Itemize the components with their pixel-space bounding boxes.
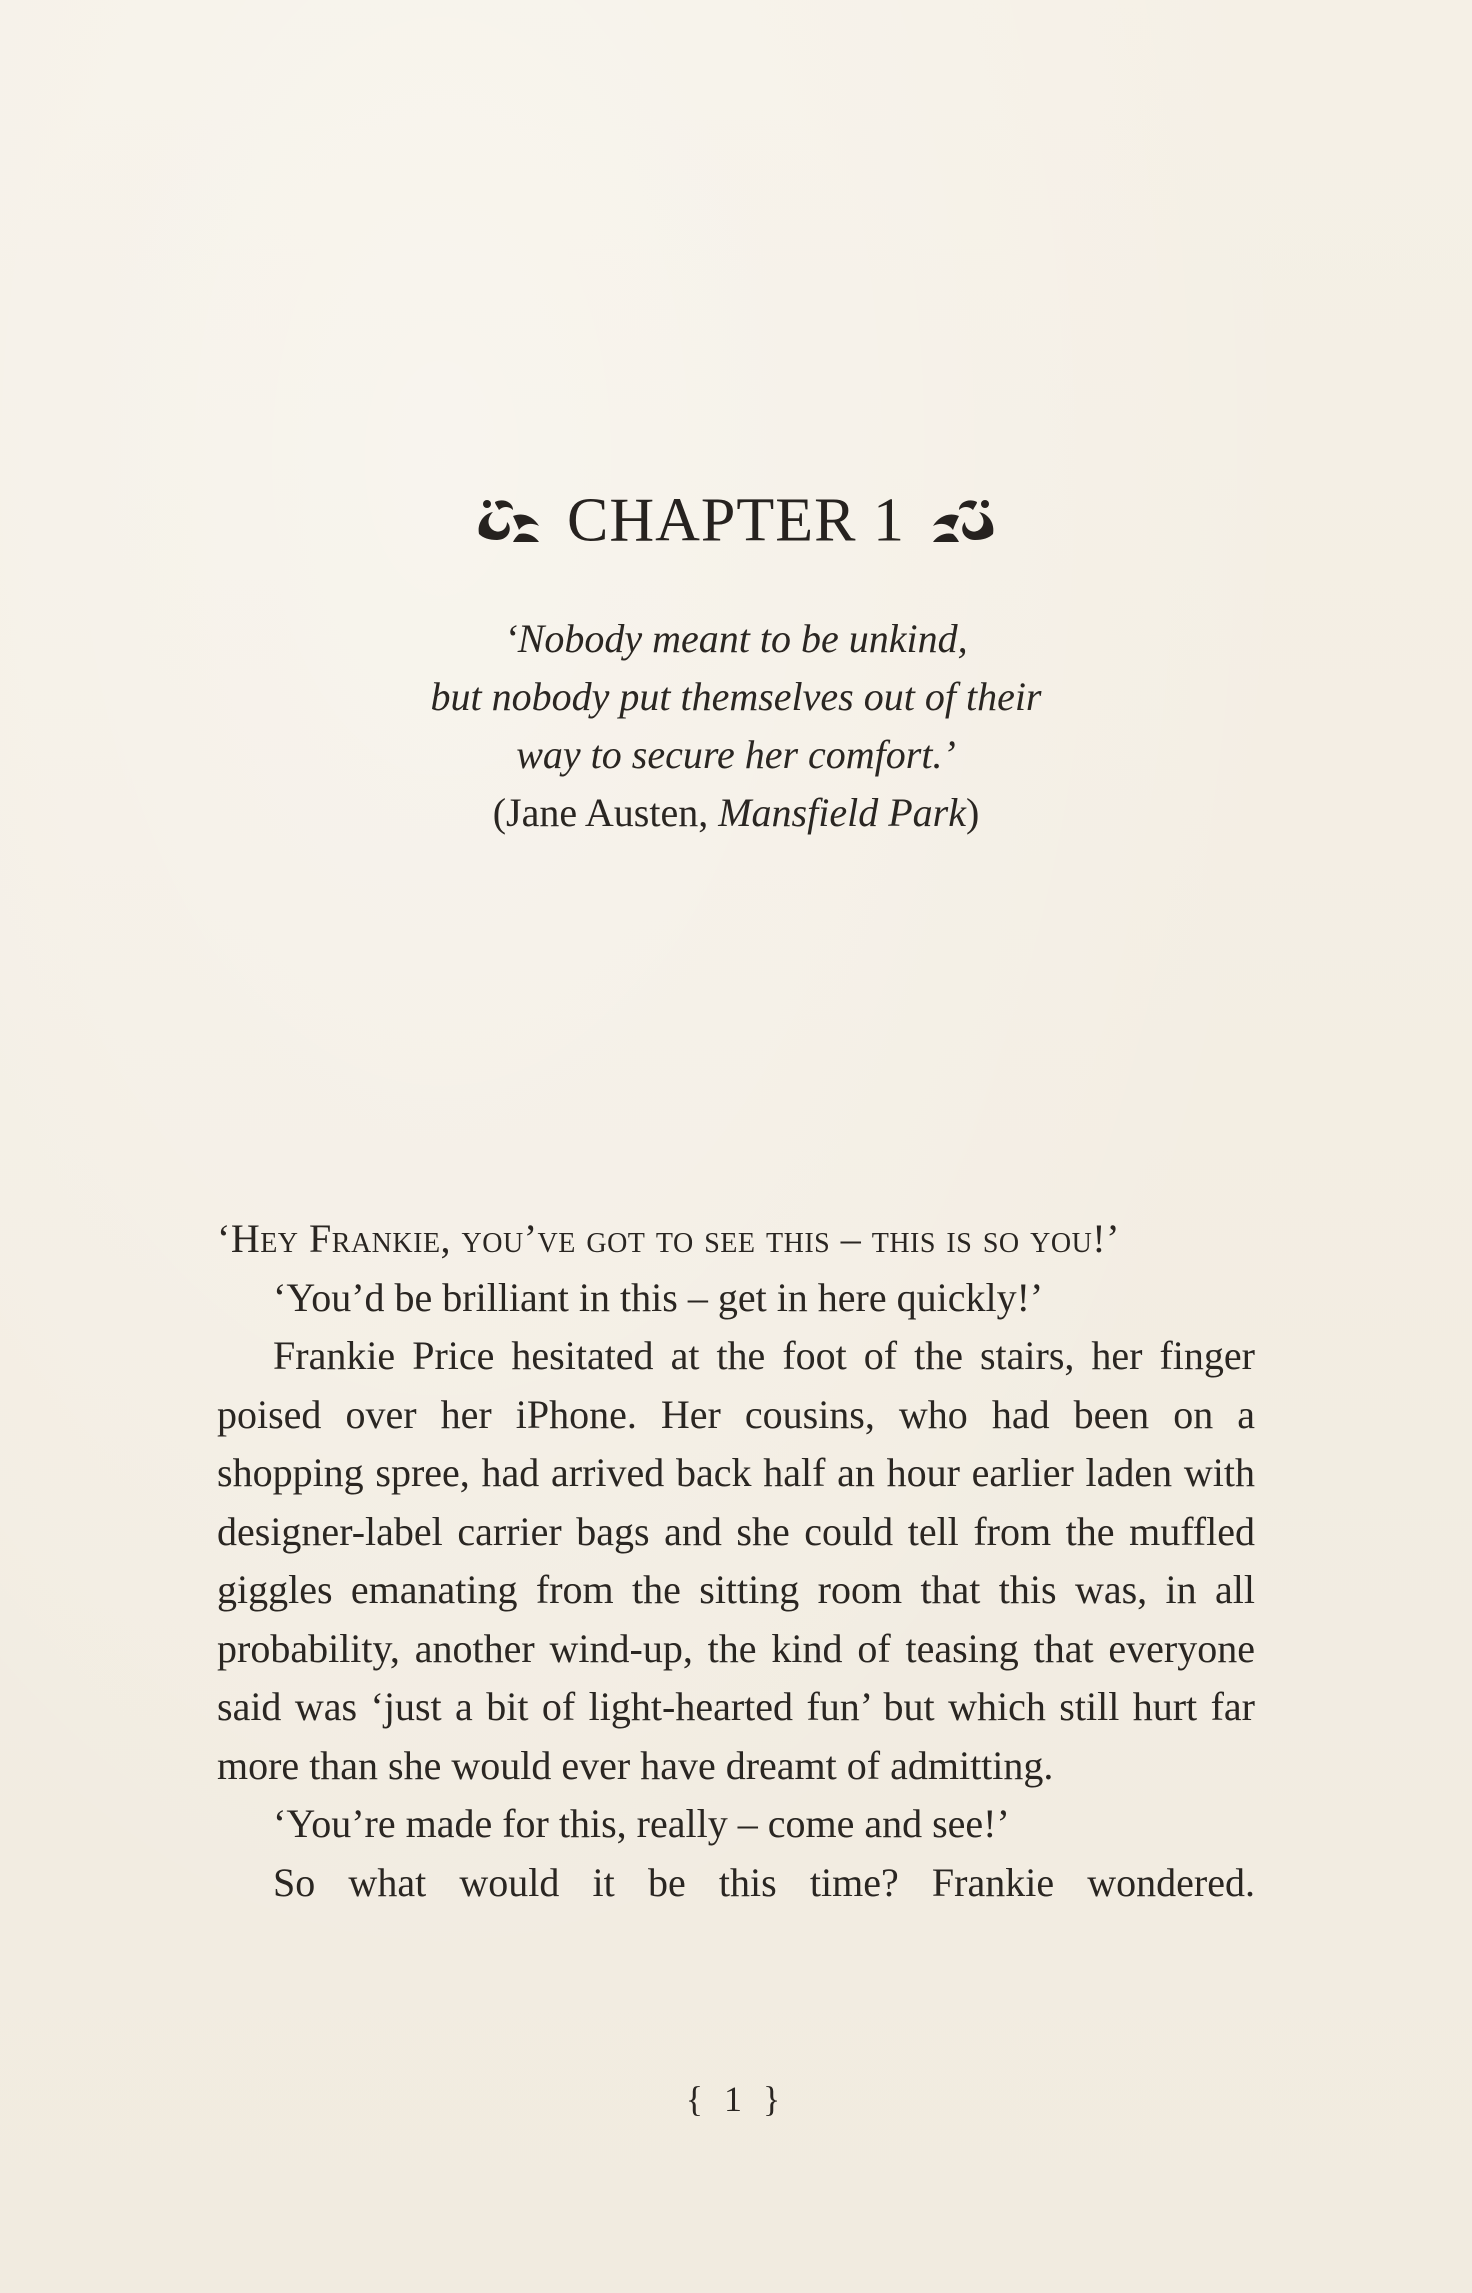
paragraph: ‘You’re made for this, really – come and see!’ [273,1801,1010,1846]
chapter-title: CHAPTER 1 [567,486,905,555]
paragraph: So what would it be this time? Frankie wondered. [273,1859,1255,1905]
epigraph-line: but nobody put themselves out of their [430,674,1042,719]
epigraph-attribution [0,784,1472,842]
chapter-heading [0,480,1472,556]
fleuron-left-icon [473,491,545,543]
fleuron-right-icon [927,491,999,543]
epigraph-line: way to secure her comfort.’ [516,732,956,777]
epigraph-line: ‘Nobody meant to be unkind, [504,616,968,661]
opening-line [217,1210,1255,1269]
page-number: { 1 } [685,2079,787,2119]
chapter-body [217,1210,1255,1912]
opening-line-text: ‘Hey Frankie, you’ve got to see this – this is so you!’ [217,1216,1120,1261]
paragraph: Frankie Price hesitated at the foot of the stairs, her finger poised over her iPhone. Her cousins, who had been on a shopping spree, had arrived back half an hour earlier laden with designer-label carrier bags and she could tell from the muffled giggles emanating from the sitting room that this was, in all probability, another wind-up, the kind of teasing that everyone said was ‘just a bit of light-hearted fun’ but which still hurt far more than she would ever have dreamt of admitting. [217,1333,1255,1788]
attribution-book-title: Mansfield Park [718,790,966,835]
attribution-close: ) [965,790,980,835]
epigraph [0,610,1472,842]
paragraph: ‘You’d be brilliant in this – get in here quickly!’ [273,1274,1044,1320]
attribution-author: (Jane Austen, [492,790,719,835]
